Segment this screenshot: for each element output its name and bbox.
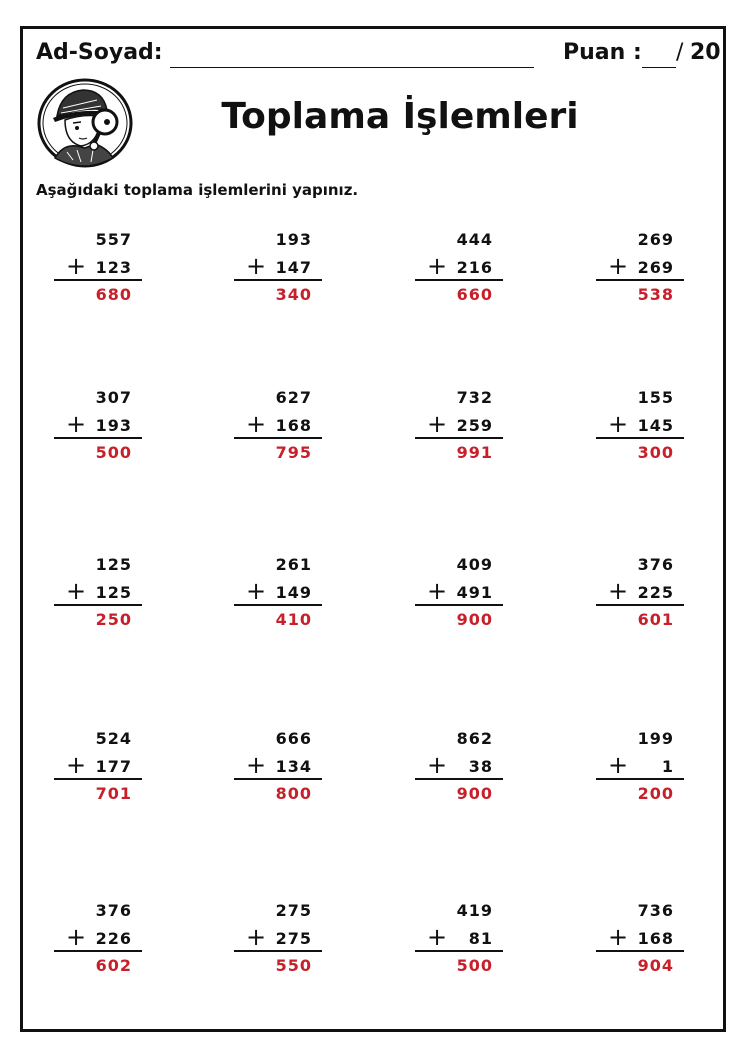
sum-line: [234, 778, 322, 780]
addition-problem: [234, 555, 324, 635]
addend-bottom: 147: [275, 258, 312, 277]
sum-answer[interactable]: 680: [95, 285, 132, 304]
sum-line: [596, 279, 684, 281]
sum-answer[interactable]: 500: [456, 956, 493, 975]
plus-sign: +: [66, 923, 87, 951]
addend-bottom: 226: [95, 929, 132, 948]
addend-top: 444: [456, 230, 493, 249]
sum-answer[interactable]: 200: [637, 784, 674, 803]
plus-sign: +: [246, 577, 267, 605]
addend-top: 862: [456, 729, 493, 748]
addend-top: 307: [95, 388, 132, 407]
addition-problem: [415, 729, 505, 809]
sum-answer[interactable]: 900: [456, 610, 493, 629]
plus-sign: +: [246, 410, 267, 438]
sum-answer[interactable]: 550: [275, 956, 312, 975]
addend-bottom: 38: [468, 757, 493, 776]
plus-sign: +: [427, 577, 448, 605]
addition-problem: [54, 555, 144, 635]
plus-sign: +: [608, 923, 629, 951]
addend-top: 155: [637, 388, 674, 407]
plus-sign: +: [66, 751, 87, 779]
sum-line: [54, 437, 142, 439]
sum-line: [415, 604, 503, 606]
addend-bottom: 177: [95, 757, 132, 776]
addend-top: 557: [95, 230, 132, 249]
sum-line: [234, 279, 322, 281]
plus-sign: +: [427, 923, 448, 951]
sum-answer[interactable]: 900: [456, 784, 493, 803]
sum-line: [234, 437, 322, 439]
plus-sign: +: [608, 577, 629, 605]
addend-bottom: 168: [637, 929, 674, 948]
addend-bottom: 275: [275, 929, 312, 948]
plus-sign: +: [427, 751, 448, 779]
sum-answer[interactable]: 538: [637, 285, 674, 304]
addition-problem: [54, 230, 144, 310]
plus-sign: +: [246, 751, 267, 779]
instruction-text: Aşağıdaki toplama işlemlerini yapınız.: [36, 181, 359, 199]
plus-sign: +: [246, 923, 267, 951]
addend-top: 275: [275, 901, 312, 920]
sum-answer[interactable]: 500: [95, 443, 132, 462]
addend-bottom: 81: [468, 929, 493, 948]
addend-bottom: 149: [275, 583, 312, 602]
addition-problem: [596, 388, 686, 468]
sum-answer[interactable]: 410: [275, 610, 312, 629]
addend-bottom: 145: [637, 416, 674, 435]
plus-sign: +: [427, 410, 448, 438]
sum-line: [234, 604, 322, 606]
sum-line: [415, 279, 503, 281]
addend-top: 409: [456, 555, 493, 574]
plus-sign: +: [608, 410, 629, 438]
sum-line: [415, 950, 503, 952]
addend-top: 627: [275, 388, 312, 407]
addition-problem: [415, 901, 505, 981]
addend-top: 524: [95, 729, 132, 748]
addend-bottom: 193: [95, 416, 132, 435]
sum-answer[interactable]: 800: [275, 784, 312, 803]
addend-bottom: 259: [456, 416, 493, 435]
addition-problem: [54, 388, 144, 468]
score-input-line[interactable]: [642, 67, 676, 68]
plus-sign: +: [66, 577, 87, 605]
addend-bottom: 216: [456, 258, 493, 277]
addend-top: 732: [456, 388, 493, 407]
addition-problem: [596, 901, 686, 981]
sum-answer[interactable]: 795: [275, 443, 312, 462]
sum-answer[interactable]: 340: [275, 285, 312, 304]
sum-answer[interactable]: 991: [456, 443, 493, 462]
page-border: [20, 26, 726, 1032]
sum-line: [596, 437, 684, 439]
addition-problem: [234, 388, 324, 468]
addition-problem: [596, 555, 686, 635]
sum-line: [596, 604, 684, 606]
addition-problem: [54, 729, 144, 809]
sum-line: [596, 778, 684, 780]
addend-top: 125: [95, 555, 132, 574]
sum-answer[interactable]: 660: [456, 285, 493, 304]
addend-bottom: 134: [275, 757, 312, 776]
sum-line: [54, 604, 142, 606]
addend-bottom: 168: [275, 416, 312, 435]
addend-bottom: 225: [637, 583, 674, 602]
addend-top: 261: [275, 555, 312, 574]
plus-sign: +: [246, 252, 267, 280]
detective-magnifier-icon: [37, 78, 133, 168]
page-title: Toplama İşlemleri: [221, 96, 579, 137]
sum-line: [234, 950, 322, 952]
addend-top: 193: [275, 230, 312, 249]
addend-bottom: 491: [456, 583, 493, 602]
addition-problem: [415, 230, 505, 310]
addend-bottom: 123: [95, 258, 132, 277]
sum-line: [415, 778, 503, 780]
plus-sign: +: [66, 252, 87, 280]
plus-sign: +: [427, 252, 448, 280]
addition-problem: [234, 230, 324, 310]
addend-top: 736: [637, 901, 674, 920]
addend-top: 419: [456, 901, 493, 920]
addition-problem: [234, 901, 324, 981]
sum-line: [596, 950, 684, 952]
sum-answer[interactable]: 300: [637, 443, 674, 462]
score-slash: /: [676, 40, 684, 65]
plus-sign: +: [66, 410, 87, 438]
addend-top: 269: [637, 230, 674, 249]
name-label: Ad-Soyad:: [36, 40, 163, 65]
addend-bottom: 1: [661, 757, 674, 776]
sum-answer[interactable]: 602: [95, 956, 132, 975]
addend-top: 376: [95, 901, 132, 920]
score-label: Puan :: [563, 40, 642, 65]
sum-line: [54, 279, 142, 281]
sum-answer[interactable]: 904: [637, 956, 674, 975]
plus-sign: +: [608, 252, 629, 280]
sum-answer[interactable]: 701: [95, 784, 132, 803]
addition-problem: [415, 388, 505, 468]
addend-bottom: 125: [95, 583, 132, 602]
addend-bottom: 269: [637, 258, 674, 277]
sum-answer[interactable]: 601: [637, 610, 674, 629]
addition-problem: [234, 729, 324, 809]
sum-answer[interactable]: 250: [95, 610, 132, 629]
addend-top: 666: [275, 729, 312, 748]
sum-line: [54, 778, 142, 780]
addend-top: 199: [637, 729, 674, 748]
addition-problem: [596, 230, 686, 310]
addend-top: 376: [637, 555, 674, 574]
sum-line: [415, 437, 503, 439]
sum-line: [54, 950, 142, 952]
addition-problem: [54, 901, 144, 981]
plus-sign: +: [608, 751, 629, 779]
addition-problem: [596, 729, 686, 809]
name-input-line[interactable]: [170, 67, 534, 68]
score-total: 20: [690, 40, 721, 65]
addition-problem: [415, 555, 505, 635]
